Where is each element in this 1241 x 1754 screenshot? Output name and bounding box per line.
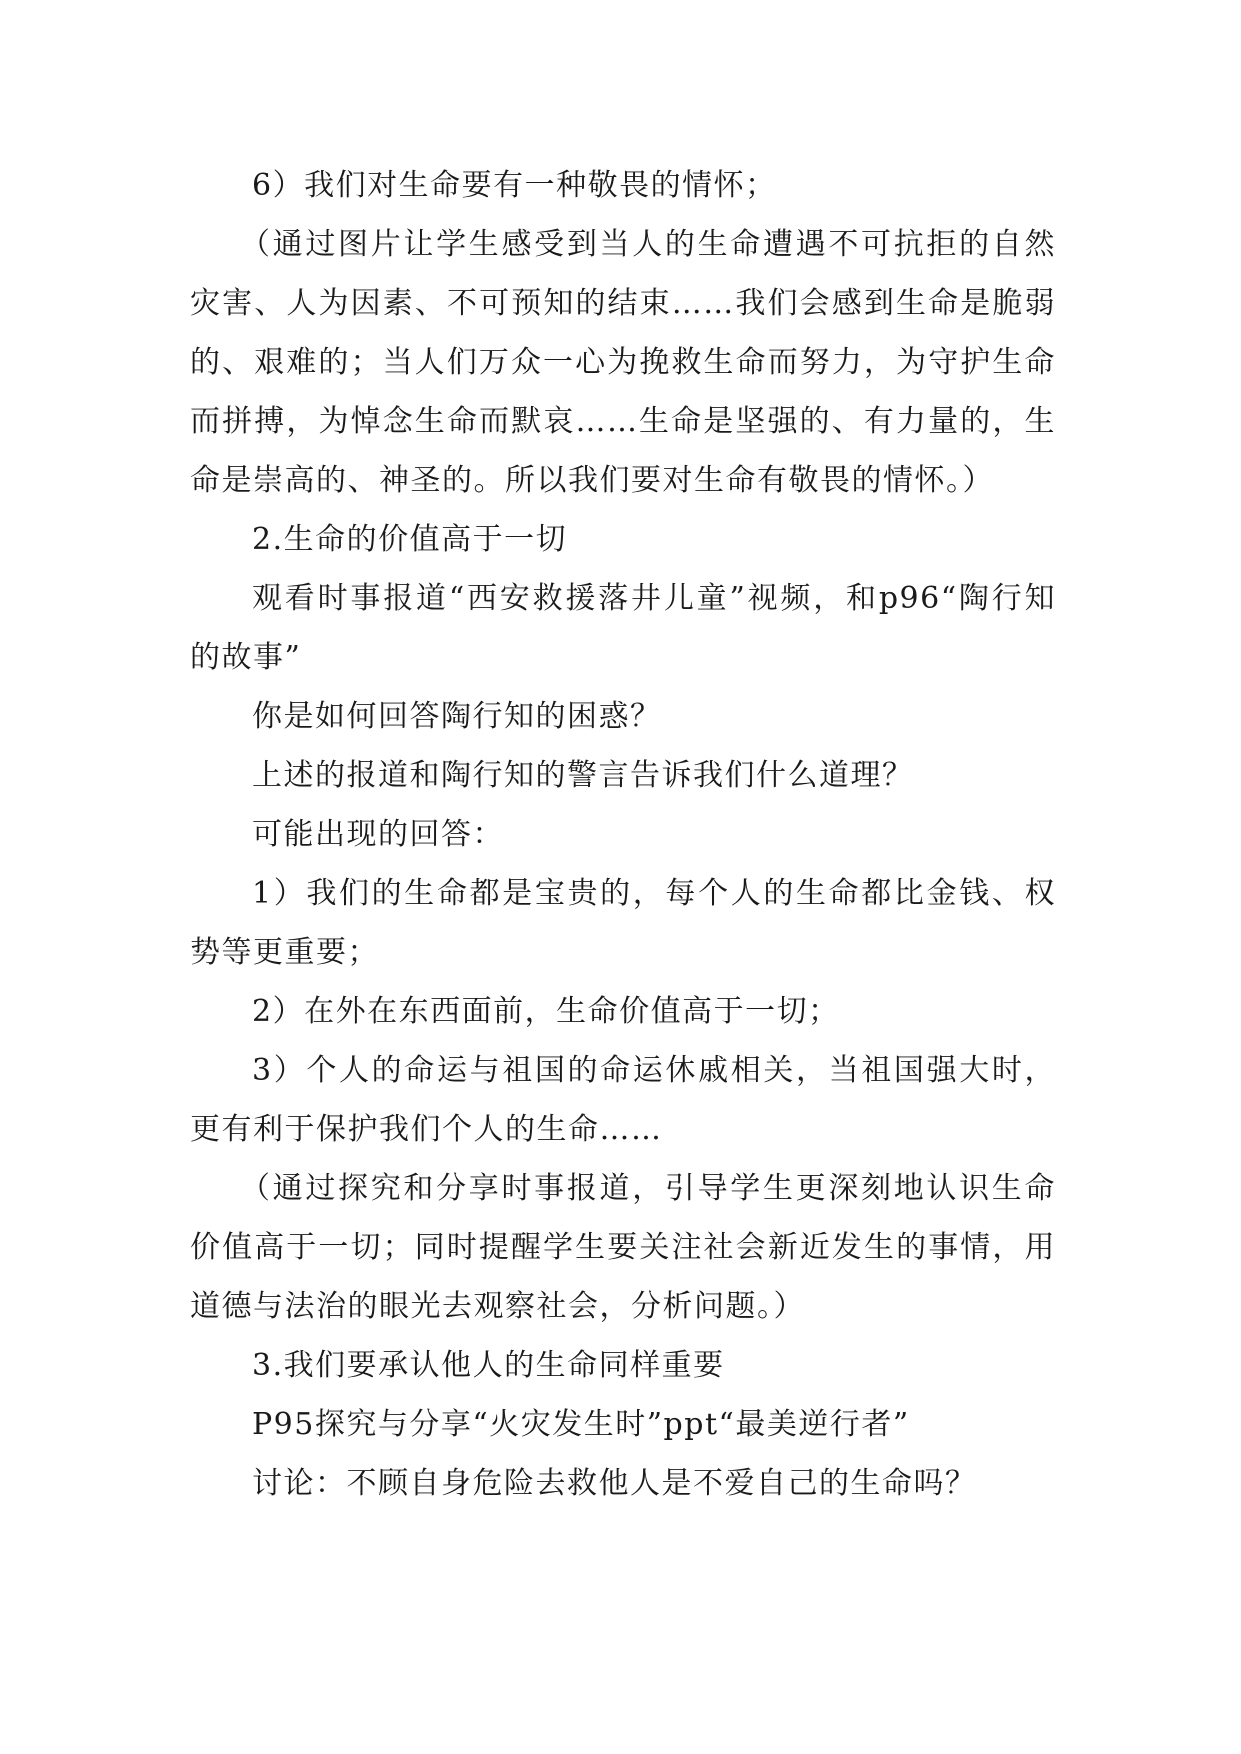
paragraph-explore-share: P95探究与分享“火灾发生时”ppt“最美逆行者” bbox=[252, 1407, 910, 1442]
question-tao-confusion: 你是如何回答陶行知的困惑？ bbox=[252, 699, 662, 734]
section-heading-others-life: 3.我们要承认他人的生命同样重要 bbox=[252, 1348, 725, 1383]
paragraph-reverence: 6）我们对生命要有一种敬畏的情怀； bbox=[252, 168, 777, 203]
paragraph-note-fragility: （通过图片让学生感受到当人的生命遭遇不可抗拒的自然灾害、人为因素、不可预知的结束……我们会感到生命是脆弱的、艰难的；当人们万众一心为挽救生命而努力，为守护生命而拼搏，为悼念生命而默哀……生命是坚强的、有力量的，生命是崇高的、神圣的。所以我们要对生命有敬畏的情怀。） bbox=[190, 227, 1056, 498]
answer-item-2: 2）在外在东西面前，生命价值高于一切； bbox=[252, 994, 840, 1029]
answer-item-1: 1）我们的生命都是宝贵的，每个人的生命都比金钱、权势等更重要； bbox=[190, 876, 1056, 970]
section-heading-life-value: 2.生命的价值高于一切 bbox=[252, 522, 568, 557]
possible-answers-label: 可能出现的回答： bbox=[252, 817, 504, 852]
paragraph-watch-report: 观看时事报道“西安救援落井儿童”视频，和p96“陶行知的故事” bbox=[190, 581, 1056, 675]
paragraph-note-explore: （通过探究和分享时事报道，引导学生更深刻地认识生命价值高于一切；同时提醒学生要关注社会新近发生的事情，用道德与法治的眼光去观察社会，分析问题。） bbox=[190, 1171, 1056, 1324]
paragraph-discussion: 讨论：不顾自身危险去救他人是不爱自己的生命吗？ bbox=[252, 1466, 977, 1501]
question-lesson: 上述的报道和陶行知的警言告诉我们什么道理？ bbox=[252, 758, 914, 793]
document-body bbox=[190, 156, 1056, 1513]
answer-item-3: 3）个人的命运与祖国的命运休戚相关，当祖国强大时，更有利于保护我们个人的生命…… bbox=[190, 1053, 1056, 1147]
